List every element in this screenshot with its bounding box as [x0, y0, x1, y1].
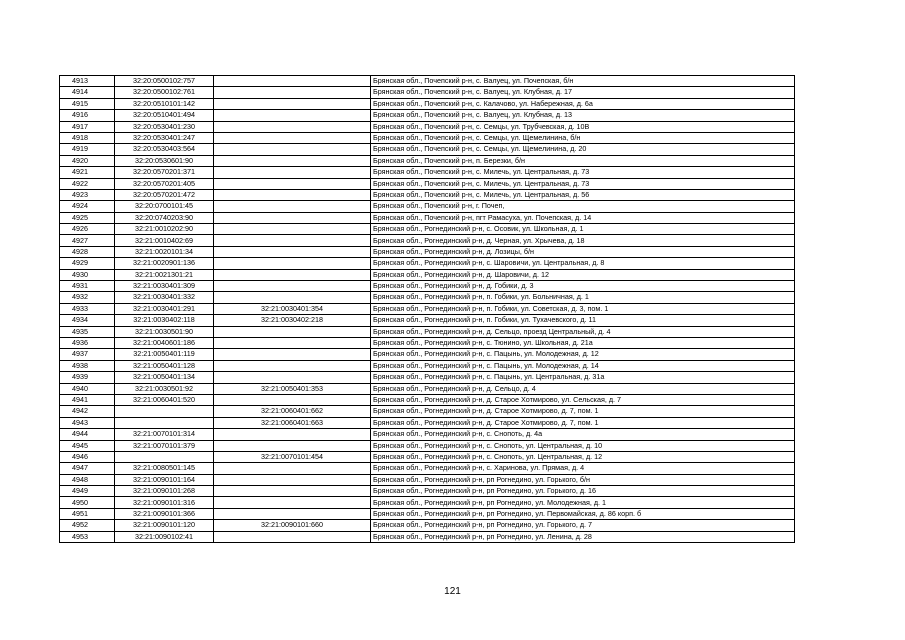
- table-row: [60, 155, 795, 166]
- cadastral-number-cell: 32:21:0090102:41: [115, 531, 214, 542]
- cadastral-number-cell: 32:21:0090101:164: [115, 474, 214, 485]
- table-row: [60, 463, 795, 474]
- row-number-cell: 4932: [60, 292, 115, 303]
- table-row: [60, 178, 795, 189]
- table-row: [60, 87, 795, 98]
- cadastral-number-cell: 32:21:0030401:309: [115, 281, 214, 292]
- table-row: [60, 394, 795, 405]
- row-number-cell: 4929: [60, 258, 115, 269]
- secondary-cadastral-number-cell: [214, 440, 371, 451]
- cadastral-number-cell: 32:21:0090101:366: [115, 508, 214, 519]
- secondary-cadastral-number-cell: 32:21:0060401:662: [214, 406, 371, 417]
- row-number-cell: 4936: [60, 337, 115, 348]
- address-cell: Брянская обл., Почепский р-н, с. Валуец, ул. Почепская, б/н: [371, 76, 795, 87]
- table-row: [60, 189, 795, 200]
- secondary-cadastral-number-cell: [214, 349, 371, 360]
- table-row: [60, 486, 795, 497]
- table-row: [60, 451, 795, 462]
- secondary-cadastral-number-cell: [214, 155, 371, 166]
- cadastral-number-cell: 32:21:0030501:90: [115, 326, 214, 337]
- cadastral-number-cell: 32:20:0700101:45: [115, 201, 214, 212]
- table-row: [60, 98, 795, 109]
- row-number-cell: 4953: [60, 531, 115, 542]
- secondary-cadastral-number-cell: [214, 394, 371, 405]
- secondary-cadastral-number-cell: 32:21:0050401:353: [214, 383, 371, 394]
- secondary-cadastral-number-cell: [214, 121, 371, 132]
- row-number-cell: 4952: [60, 520, 115, 531]
- cadastral-number-cell: [115, 406, 214, 417]
- table-row: [60, 337, 795, 348]
- table-row: [60, 349, 795, 360]
- cadastral-number-cell: 32:21:0060401:520: [115, 394, 214, 405]
- secondary-cadastral-number-cell: [214, 281, 371, 292]
- table-row: [60, 235, 795, 246]
- table-row: [60, 440, 795, 451]
- table-row: [60, 303, 795, 314]
- cadastral-number-cell: 32:20:0530401:247: [115, 132, 214, 143]
- table-row: [60, 429, 795, 440]
- cadastral-number-cell: 32:20:0530401:230: [115, 121, 214, 132]
- address-cell: Брянская обл., Рогнединский р-н, п. Гобики, ул. Тухачевского, д. 11: [371, 315, 795, 326]
- address-cell: Брянская обл., Рогнединский р-н, рп Рогнедино, ул. Первомайская, д. 86 корп. б: [371, 508, 795, 519]
- row-number-cell: 4928: [60, 246, 115, 257]
- row-number-cell: 4917: [60, 121, 115, 132]
- address-cell: Брянская обл., Почепский р-н, с. Семцы, ул. Трубчевская, д. 10В: [371, 121, 795, 132]
- address-cell: Брянская обл., Почепский р-н, с. Милечь, ул. Центральная, д. 56: [371, 189, 795, 200]
- table-row: [60, 281, 795, 292]
- row-number-cell: 4931: [60, 281, 115, 292]
- address-cell: Брянская обл., Рогнединский р-н, д. Старое Хотмирово, д. 7, пом. 1: [371, 417, 795, 428]
- registry-table-body: [60, 76, 795, 543]
- address-cell: Брянская обл., Почепский р-н, с. Семцы, ул. Щемелинина, б/н: [371, 132, 795, 143]
- cadastral-number-cell: 32:20:0570201:405: [115, 178, 214, 189]
- address-cell: Брянская обл., Рогнединский р-н, п. Гобики, ул. Больничная, д. 1: [371, 292, 795, 303]
- secondary-cadastral-number-cell: [214, 98, 371, 109]
- cadastral-number-cell: [115, 417, 214, 428]
- cadastral-number-cell: 32:21:0090101:120: [115, 520, 214, 531]
- cadastral-number-cell: 32:21:0020101:34: [115, 246, 214, 257]
- address-cell: Брянская обл., Рогнединский р-н, с. Снопоть, ул. Центральная, д. 10: [371, 440, 795, 451]
- row-number-cell: 4938: [60, 360, 115, 371]
- secondary-cadastral-number-cell: [214, 486, 371, 497]
- row-number-cell: 4915: [60, 98, 115, 109]
- row-number-cell: 4918: [60, 132, 115, 143]
- table-row: [60, 417, 795, 428]
- cadastral-number-cell: 32:20:0510101:142: [115, 98, 214, 109]
- secondary-cadastral-number-cell: 32:21:0060401:663: [214, 417, 371, 428]
- row-number-cell: 4925: [60, 212, 115, 223]
- secondary-cadastral-number-cell: [214, 463, 371, 474]
- table-row: [60, 497, 795, 508]
- row-number-cell: 4930: [60, 269, 115, 280]
- table-row: [60, 406, 795, 417]
- table-row: [60, 246, 795, 257]
- table-row: [60, 315, 795, 326]
- cadastral-number-cell: 32:20:0570201:371: [115, 167, 214, 178]
- table-row: [60, 508, 795, 519]
- property-registry-table: [59, 75, 795, 543]
- address-cell: Брянская обл., Рогнединский р-н, д. Черная, ул. Хрычева, д. 18: [371, 235, 795, 246]
- cadastral-number-cell: [115, 451, 214, 462]
- secondary-cadastral-number-cell: [214, 372, 371, 383]
- secondary-cadastral-number-cell: [214, 337, 371, 348]
- address-cell: Брянская обл., Рогнединский р-н, п. Гобики, ул. Советская, д. 3, пом. 1: [371, 303, 795, 314]
- address-cell: Брянская обл., Рогнединский р-н, с. Тюнино, ул. Школьная, д. 21а: [371, 337, 795, 348]
- secondary-cadastral-number-cell: [214, 497, 371, 508]
- secondary-cadastral-number-cell: [214, 110, 371, 121]
- cadastral-number-cell: 32:21:0050401:134: [115, 372, 214, 383]
- cadastral-number-cell: 32:21:0090101:316: [115, 497, 214, 508]
- secondary-cadastral-number-cell: [214, 360, 371, 371]
- secondary-cadastral-number-cell: [214, 258, 371, 269]
- address-cell: Брянская обл., Рогнединский р-н, д. Сельцо, проезд Центральный, д. 4: [371, 326, 795, 337]
- table-row: [60, 531, 795, 542]
- cadastral-number-cell: 32:21:0030401:291: [115, 303, 214, 314]
- cadastral-number-cell: 32:20:0510401:494: [115, 110, 214, 121]
- cadastral-number-cell: 32:21:0010402:69: [115, 235, 214, 246]
- address-cell: Брянская обл., Почепский р-н, п. Березки, б/н: [371, 155, 795, 166]
- cadastral-number-cell: 32:20:0570201:472: [115, 189, 214, 200]
- row-number-cell: 4935: [60, 326, 115, 337]
- row-number-cell: 4937: [60, 349, 115, 360]
- address-cell: Брянская обл., Почепский р-н, с. Калачово, ул. Набережная, д. 6а: [371, 98, 795, 109]
- cadastral-number-cell: 32:21:0090101:268: [115, 486, 214, 497]
- secondary-cadastral-number-cell: [214, 144, 371, 155]
- row-number-cell: 4934: [60, 315, 115, 326]
- secondary-cadastral-number-cell: [214, 508, 371, 519]
- address-cell: Брянская обл., Рогнединский р-н, рп Рогнедино, ул. Горького, д. 16: [371, 486, 795, 497]
- row-number-cell: 4943: [60, 417, 115, 428]
- row-number-cell: 4921: [60, 167, 115, 178]
- table-row: [60, 110, 795, 121]
- row-number-cell: 4946: [60, 451, 115, 462]
- table-row: [60, 144, 795, 155]
- secondary-cadastral-number-cell: [214, 246, 371, 257]
- address-cell: Брянская обл., Рогнединский р-н, с. Снопоть, д. 4а: [371, 429, 795, 440]
- secondary-cadastral-number-cell: [214, 87, 371, 98]
- secondary-cadastral-number-cell: [214, 235, 371, 246]
- secondary-cadastral-number-cell: [214, 429, 371, 440]
- secondary-cadastral-number-cell: [214, 189, 371, 200]
- address-cell: Брянская обл., Почепский р-н, с. Милечь, ул. Центральная, д. 73: [371, 167, 795, 178]
- secondary-cadastral-number-cell: 32:21:0070101:454: [214, 451, 371, 462]
- secondary-cadastral-number-cell: 32:21:0090101:660: [214, 520, 371, 531]
- address-cell: Брянская обл., Рогнединский р-н, с. Пацынь, ул. Молодежная, д. 12: [371, 349, 795, 360]
- row-number-cell: 4922: [60, 178, 115, 189]
- cadastral-number-cell: 32:21:0030402:118: [115, 315, 214, 326]
- table-row: [60, 372, 795, 383]
- address-cell: Брянская обл., Рогнединский р-н, д. Старое Хотмирово, ул. Сельская, д. 7: [371, 394, 795, 405]
- row-number-cell: 4933: [60, 303, 115, 314]
- secondary-cadastral-number-cell: [214, 531, 371, 542]
- cadastral-number-cell: 32:20:0500102:757: [115, 76, 214, 87]
- secondary-cadastral-number-cell: [214, 269, 371, 280]
- secondary-cadastral-number-cell: [214, 76, 371, 87]
- row-number-cell: 4947: [60, 463, 115, 474]
- cadastral-number-cell: 32:21:0020901:136: [115, 258, 214, 269]
- cadastral-number-cell: 32:21:0070101:314: [115, 429, 214, 440]
- address-cell: Брянская обл., Рогнединский р-н, с. Шаровичи, ул. Центральная, д. 8: [371, 258, 795, 269]
- address-cell: Брянская обл., Рогнединский р-н, рп Рогнедино, ул. Молодежная, д. 1: [371, 497, 795, 508]
- row-number-cell: 4919: [60, 144, 115, 155]
- row-number-cell: 4914: [60, 87, 115, 98]
- table-row: [60, 520, 795, 531]
- address-cell: Брянская обл., Рогнединский р-н, с. Осовик, ул. Школьная, д. 1: [371, 224, 795, 235]
- address-cell: Брянская обл., Рогнединский р-н, д. Старое Хотмирово, д. 7, пом. 1: [371, 406, 795, 417]
- row-number-cell: 4926: [60, 224, 115, 235]
- address-cell: Брянская обл., Рогнединский р-н, д. Шаровичи, д. 12: [371, 269, 795, 280]
- address-cell: Брянская обл., Почепский р-н, с. Валуец, ул. Клубная, д. 13: [371, 110, 795, 121]
- row-number-cell: 4924: [60, 201, 115, 212]
- row-number-cell: 4927: [60, 235, 115, 246]
- address-cell: Брянская обл., Рогнединский р-н, рп Рогнедино, ул. Горького, д. 7: [371, 520, 795, 531]
- table-row: [60, 258, 795, 269]
- secondary-cadastral-number-cell: [214, 201, 371, 212]
- secondary-cadastral-number-cell: [214, 132, 371, 143]
- secondary-cadastral-number-cell: 32:21:0030402:218: [214, 315, 371, 326]
- cadastral-number-cell: 32:21:0040601:186: [115, 337, 214, 348]
- address-cell: Брянская обл., Почепский р-н, с. Валуец, ул. Клубная, д. 17: [371, 87, 795, 98]
- row-number-cell: 4940: [60, 383, 115, 394]
- address-cell: Брянская обл., Рогнединский р-н, д. Сельцо, д. 4: [371, 383, 795, 394]
- table-row: [60, 383, 795, 394]
- address-cell: Брянская обл., Почепский р-н, г. Почеп,: [371, 201, 795, 212]
- cadastral-number-cell: 32:20:0740203:90: [115, 212, 214, 223]
- table-row: [60, 360, 795, 371]
- address-cell: Брянская обл., Рогнединский р-н, с. Пацынь, ул. Центральная, д. 31а: [371, 372, 795, 383]
- table-row: [60, 326, 795, 337]
- row-number-cell: 4916: [60, 110, 115, 121]
- address-cell: Брянская обл., Рогнединский р-н, рп Рогнедино, ул. Ленина, д. 28: [371, 531, 795, 542]
- cadastral-number-cell: 32:21:0050401:119: [115, 349, 214, 360]
- cadastral-number-cell: 32:21:0010202:90: [115, 224, 214, 235]
- address-cell: Брянская обл., Рогнединский р-н, рп Рогнедино, ул. Горького, б/н: [371, 474, 795, 485]
- row-number-cell: 4942: [60, 406, 115, 417]
- row-number-cell: 4950: [60, 497, 115, 508]
- address-cell: Брянская обл., Почепский р-н, с. Милечь, ул. Центральная, д. 73: [371, 178, 795, 189]
- table-row: [60, 292, 795, 303]
- secondary-cadastral-number-cell: [214, 212, 371, 223]
- secondary-cadastral-number-cell: 32:21:0030401:354: [214, 303, 371, 314]
- table-row: [60, 76, 795, 87]
- secondary-cadastral-number-cell: [214, 292, 371, 303]
- row-number-cell: 4939: [60, 372, 115, 383]
- row-number-cell: 4949: [60, 486, 115, 497]
- address-cell: Брянская обл., Рогнединский р-н, с. Харинова, ул. Прямая, д. 4: [371, 463, 795, 474]
- row-number-cell: 4923: [60, 189, 115, 200]
- row-number-cell: 4948: [60, 474, 115, 485]
- cadastral-number-cell: 32:20:0530403:564: [115, 144, 214, 155]
- address-cell: Брянская обл., Рогнединский р-н, д. Гобики, д. 3: [371, 281, 795, 292]
- cadastral-number-cell: 32:20:0530601:90: [115, 155, 214, 166]
- cadastral-number-cell: 32:21:0050401:128: [115, 360, 214, 371]
- table-row: [60, 201, 795, 212]
- row-number-cell: 4945: [60, 440, 115, 451]
- row-number-cell: 4913: [60, 76, 115, 87]
- secondary-cadastral-number-cell: [214, 224, 371, 235]
- row-number-cell: 4944: [60, 429, 115, 440]
- address-cell: Брянская обл., Рогнединский р-н, с. Пацынь, ул. Молодежная, д. 14: [371, 360, 795, 371]
- row-number-cell: 4941: [60, 394, 115, 405]
- cadastral-number-cell: 32:21:0080501:145: [115, 463, 214, 474]
- row-number-cell: 4951: [60, 508, 115, 519]
- secondary-cadastral-number-cell: [214, 326, 371, 337]
- address-cell: Брянская обл., Рогнединский р-н, с. Снопоть, ул. Центральная, д. 12: [371, 451, 795, 462]
- page-number: 121: [444, 586, 461, 597]
- table-row: [60, 269, 795, 280]
- table-row: [60, 212, 795, 223]
- table-row: [60, 224, 795, 235]
- table-row: [60, 132, 795, 143]
- secondary-cadastral-number-cell: [214, 178, 371, 189]
- address-cell: Брянская обл., Почепский р-н, с. Семцы, ул. Щемелинина, д. 20: [371, 144, 795, 155]
- row-number-cell: 4920: [60, 155, 115, 166]
- cadastral-number-cell: 32:20:0500102:761: [115, 87, 214, 98]
- secondary-cadastral-number-cell: [214, 167, 371, 178]
- address-cell: Брянская обл., Почепский р-н, пгт Рамасуха, ул. Почепская, д. 14: [371, 212, 795, 223]
- cadastral-number-cell: 32:21:0021301:21: [115, 269, 214, 280]
- secondary-cadastral-number-cell: [214, 474, 371, 485]
- cadastral-number-cell: 32:21:0030501:92: [115, 383, 214, 394]
- cadastral-number-cell: 32:21:0030401:332: [115, 292, 214, 303]
- cadastral-number-cell: 32:21:0070101:379: [115, 440, 214, 451]
- table-row: [60, 121, 795, 132]
- table-row: [60, 474, 795, 485]
- address-cell: Брянская обл., Рогнединский р-н, д. Лозицы, б/н: [371, 246, 795, 257]
- table-row: [60, 167, 795, 178]
